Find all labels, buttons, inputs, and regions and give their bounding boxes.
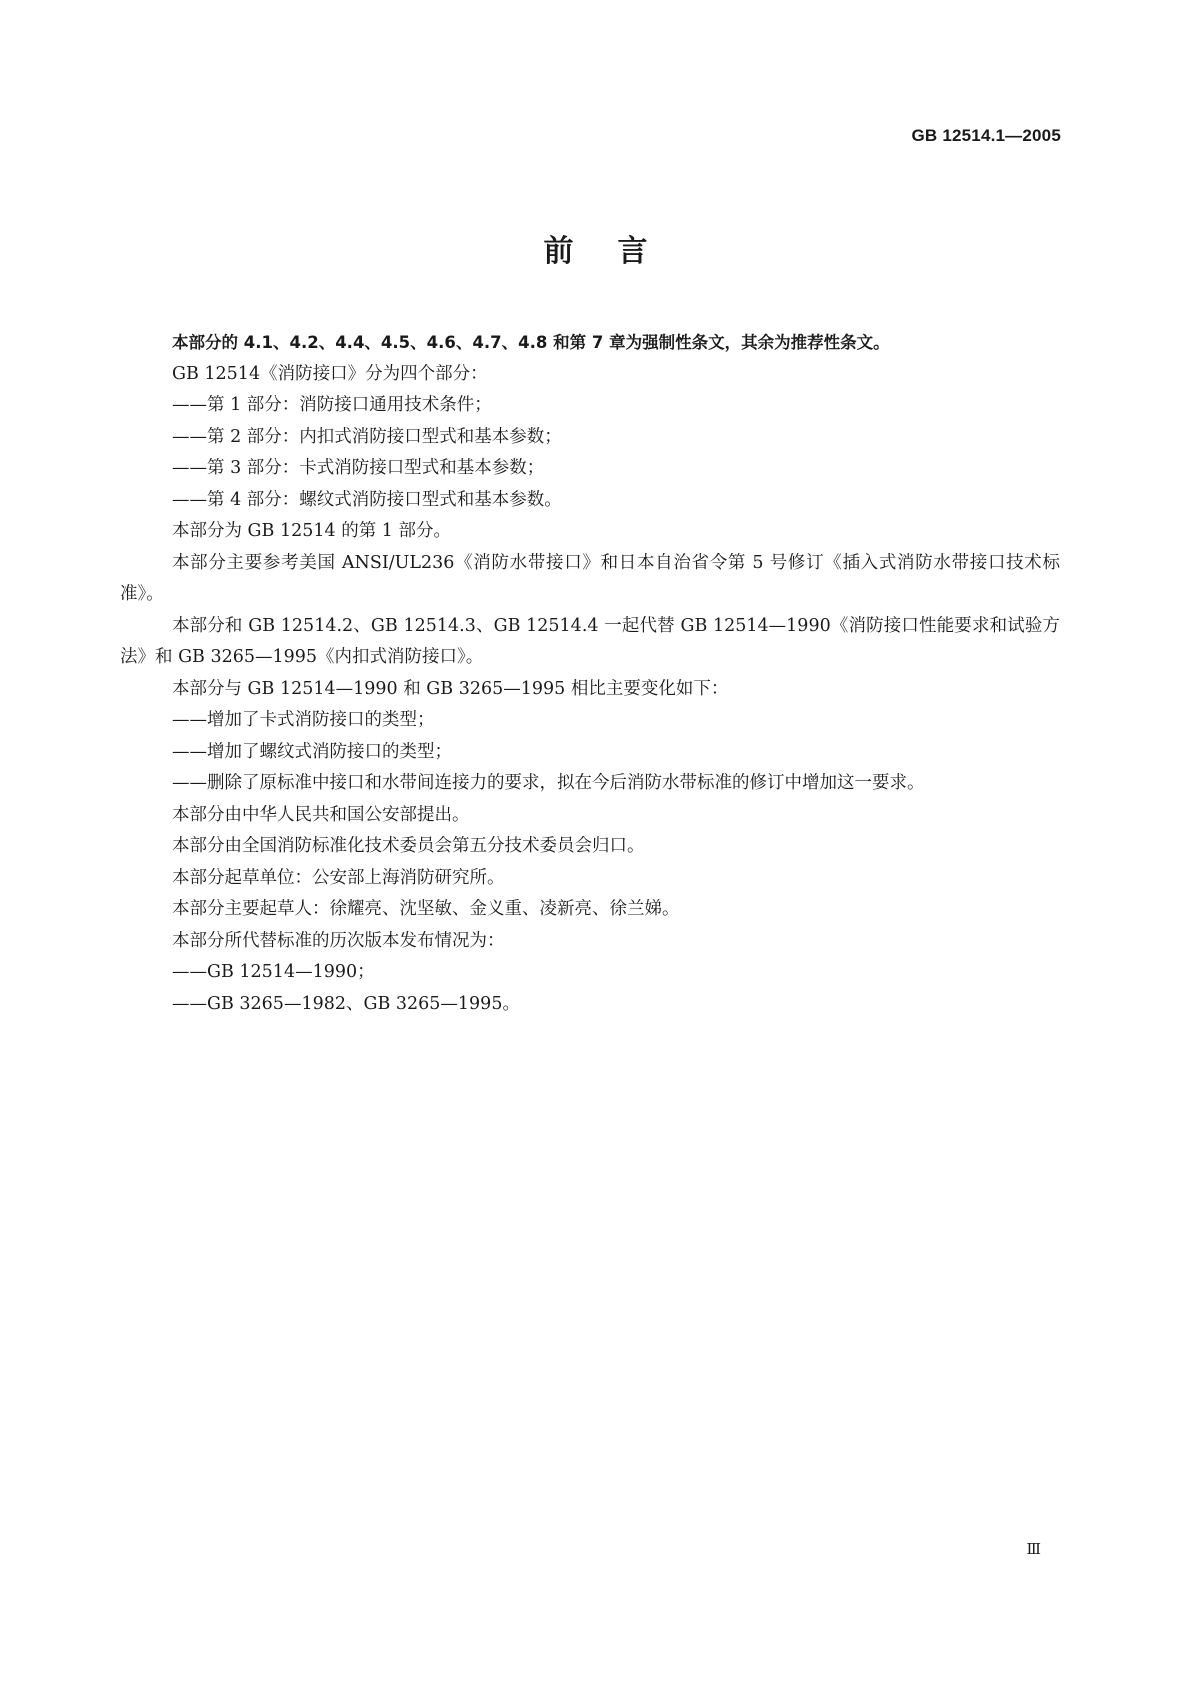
paragraph-drafting-unit: 本部分起草单位：公安部上海消防研究所。 xyxy=(172,867,505,888)
paragraph-this-part: 本部分为 GB 12514 的第 1 部分。 xyxy=(172,521,451,541)
paragraph-drafters: 本部分主要起草人：徐耀亮、沈坚敏、金义重、凌新亮、徐兰娣。 xyxy=(172,899,680,919)
paragraph-replaces: 本部分和 GB 12514.2、GB 12514.3、GB 12514.4 一起代替 GB 12514—1990《消防接口性能要求和试验方法》和 GB 3265—1995《内扣式消防接口》。 xyxy=(120,615,1060,667)
page-title: 前言 xyxy=(543,234,692,269)
paragraph-proposed-by: 本部分由中华人民共和国公安部提出。 xyxy=(172,804,470,825)
paragraph-history-intro: 本部分所代替标准的历次版本发布情况为： xyxy=(172,930,505,951)
paragraph-managed-by: 本部分由全国消防标准化技术委员会第五分技术委员会归口。 xyxy=(172,836,645,856)
list-item-history-1: ——GB 12514—1990； xyxy=(172,962,375,982)
list-item-part-1: ——第 1 部分：消防接口通用技术条件； xyxy=(172,395,492,415)
paragraph-changes-intro: 本部分与 GB 12514—1990 和 GB 3265—1995 相比主要变化如下： xyxy=(172,678,729,699)
standard-code: GB 12514.1—2005 xyxy=(911,126,1061,145)
mandatory-clause-statement: 本部分的 4.1、4.2、4.4、4.5、4.6、4.7、4.8 和第 7 章为强制性条文，其余为推荐性条文。 xyxy=(172,333,890,352)
list-item-change-2: ——增加了螺纹式消防接口的类型； xyxy=(172,741,452,762)
paragraph-references: 本部分主要参考美国 ANSI/UL236《消防水带接口》和日本自治省令第 5 号修订《插入式消防水带接口技术标准》。 xyxy=(120,552,1060,604)
document-body xyxy=(120,327,1060,1020)
list-item-change-3: ——删除了原标准中接口和水带间连接力的要求，拟在今后消防水带标准的修订中增加这一要求。 xyxy=(172,773,925,793)
paragraph-parts-intro: GB 12514《消防接口》分为四个部分： xyxy=(172,363,488,384)
list-item-history-2: ——GB 3265—1982、GB 3265—1995。 xyxy=(172,993,520,1014)
page-number: Ⅲ xyxy=(1026,1540,1041,1558)
list-item-part-4: ——第 4 部分：螺纹式消防接口型式和基本参数。 xyxy=(172,489,562,510)
list-item-part-2: ——第 2 部分：内扣式消防接口型式和基本参数； xyxy=(172,426,562,447)
list-item-part-3: ——第 3 部分：卡式消防接口型式和基本参数； xyxy=(172,458,545,478)
list-item-change-1: ——增加了卡式消防接口的类型； xyxy=(172,710,435,730)
